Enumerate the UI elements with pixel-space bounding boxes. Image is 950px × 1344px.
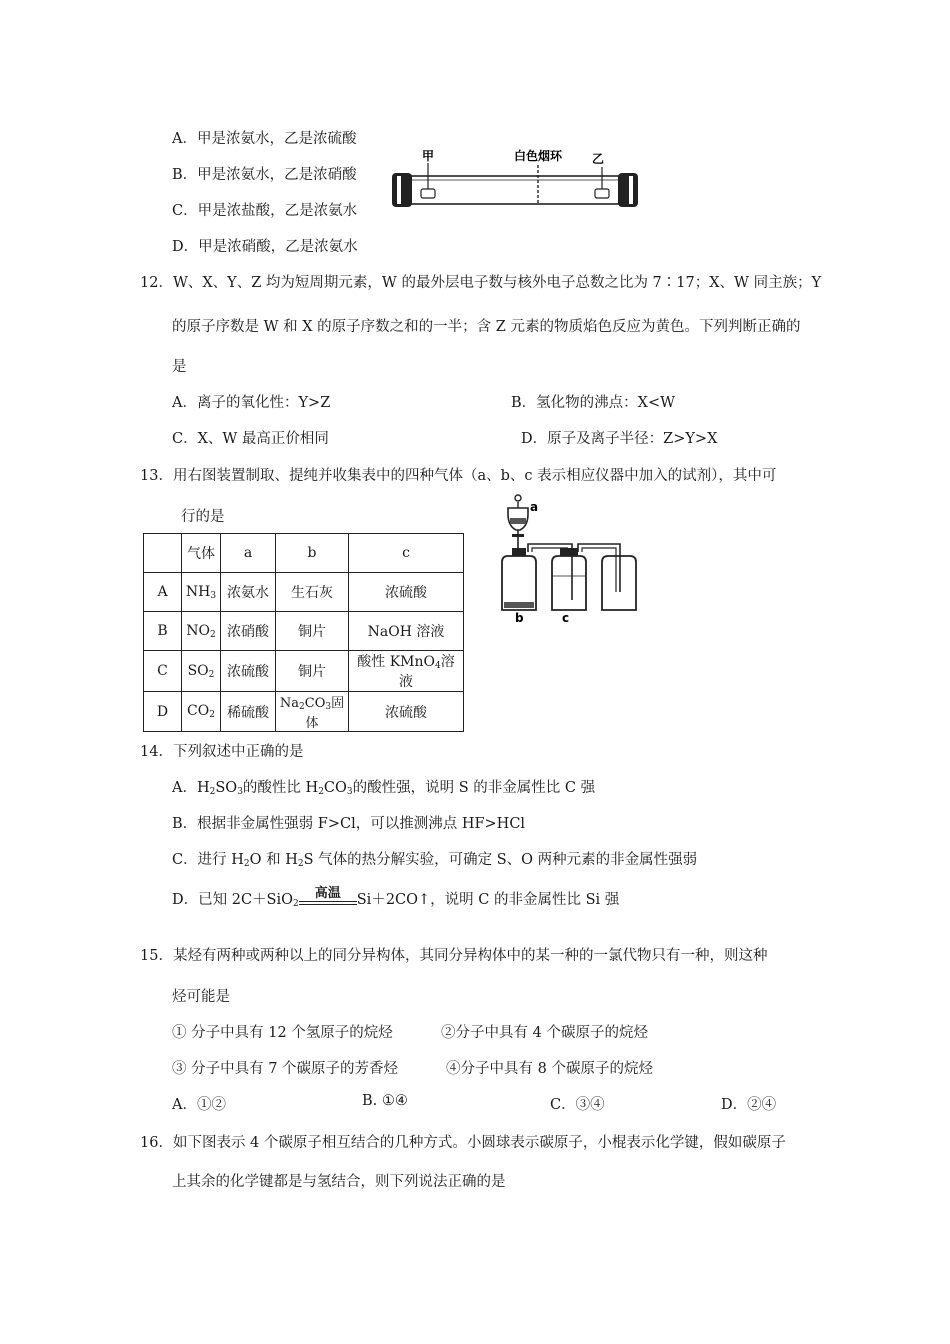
table-header-cell: a [221, 534, 276, 573]
q11-label-smoke-ring: 白色烟环 [514, 149, 563, 163]
table-cell: 生石灰 [276, 573, 349, 612]
table-cell: $SO_2$ [182, 651, 221, 692]
label-c: c [562, 611, 570, 622]
table-cell: $NO_2$ [182, 612, 221, 651]
q11-option-d: D．甲是浓硝酸，乙是浓氨水 [172, 239, 358, 255]
table-cell: 铜片 [276, 651, 349, 692]
table-cell: B [144, 612, 182, 651]
table-header-cell: 气体 [182, 534, 221, 573]
table-cell: $NH_3$ [182, 573, 221, 612]
q15-item-1: ① 分子中具有 12 个氢原子的烷烃 [172, 1025, 393, 1041]
q12-option-b: B．氢化物的沸点：X<W [511, 395, 676, 411]
label-a: a [530, 500, 539, 514]
q12-option-d: D．原子及离子半径：Z>Y>X [521, 431, 718, 447]
q12-option-a: A．离子的氧化性：Y>Z [172, 395, 331, 411]
q15-stem-line-2: 烃可能是 [172, 989, 230, 1005]
q13-stem-line-1: 13．用右图装置制取、提纯并收集表中的四种气体（a、b、c 表示相应仪器中加入的试剂），其中可 [140, 468, 777, 484]
q15-item-4: ④分子中具有 8 个碳原子的烷烃 [446, 1061, 653, 1077]
q11-option-c: C．甲是浓盐酸，乙是浓氨水 [172, 203, 358, 219]
collection-bottle-icon [602, 556, 636, 610]
table-header-cell [144, 534, 182, 573]
cotton-wad-left-icon [421, 189, 435, 198]
table-row [144, 651, 464, 692]
table-cell: 浓硫酸 [349, 573, 464, 612]
table-row [144, 573, 464, 612]
bottle-b-icon [502, 556, 536, 610]
q14-option-a: A．$H_2SO_3$的酸性比 $H_2CO_3$的酸性强，说明 S 的非金属性比 C 强 [172, 780, 596, 797]
q15-option-b: B. ①④ [362, 1093, 408, 1109]
q11-glass-tube-figure [390, 145, 642, 215]
q14-stem: 14．下列叙述中正确的是 [140, 744, 304, 760]
table-cell: A [144, 573, 182, 612]
q16-stem-line-2: 上其余的化学键都是与氢结合，则下列说法正确的是 [172, 1174, 506, 1190]
q15-item-3: ③ 分子中具有 7 个碳原子的芳香烃 [172, 1061, 399, 1077]
table-header-cell: c [349, 534, 464, 573]
bottle-c-icon [552, 556, 586, 610]
q14-option-d: D．已知 2C＋SiO$_2$ 高温 Si＋2CO↑，说明 C 的非金属性比 Si 强 [172, 886, 620, 909]
q11-option-a: A．甲是浓氨水，乙是浓硫酸 [172, 131, 357, 147]
table-header-row [144, 534, 464, 573]
q14-option-c: C．进行 $H_2O$ 和 $H_2S$ 气体的热分解实验，可确定 S、O 两种元素的非金属性强弱 [172, 852, 698, 869]
q11-option-b: B．甲是浓氨水，乙是浓硝酸 [172, 167, 357, 183]
q13-gas-table [143, 533, 464, 732]
q15-stem-line-1: 15．某烃有两种或两种以上的同分异构体，其同分异构体中的某一种的一氯代物只有一种，则这种 [140, 948, 768, 964]
q14-option-b: B．根据非金属性强弱 F>Cl，可以推测沸点 HF>HCl [172, 816, 526, 832]
label-b: b [515, 611, 524, 622]
table-cell: 酸性 KMnO$_4$溶液 [349, 651, 464, 692]
left-stopper-icon [392, 173, 412, 207]
right-stopper-icon [618, 173, 638, 207]
table-header-cell: b [276, 534, 349, 573]
table-cell: 浓硝酸 [221, 612, 276, 651]
q16-stem-line-1: 16．如下图表示 4 个碳原子相互结合的几种方式。小圆球表示碳原子，小棍表示化学键，假如碳原子 [140, 1135, 786, 1151]
q12-stem-line-2: 的原子序数是 W 和 X 的原子序数之和的一半；含 Z 元素的物质焰色反应为黄色。下列判断正确的 [172, 319, 801, 335]
q15-option-d: D．②④ [721, 1097, 777, 1113]
q11-label-jia: 甲 [422, 149, 435, 163]
cotton-wad-right-icon [595, 189, 609, 198]
table-cell: 浓硫酸 [349, 692, 464, 732]
table-cell: 浓硫酸 [221, 651, 276, 692]
table-cell: $CO_2$ [182, 692, 221, 732]
table-cell: D [144, 692, 182, 732]
q15-option-c: C．③④ [550, 1097, 605, 1113]
q12-stem-line-3: 是 [172, 359, 187, 375]
table-cell: 铜片 [276, 612, 349, 651]
table-cell: NaOH 溶液 [349, 612, 464, 651]
table-cell: 浓氨水 [221, 573, 276, 612]
q12-option-c: C．X、W 最高正价相同 [172, 431, 329, 447]
q13-stem-line-2: 行的是 [181, 509, 225, 525]
q11-label-yi: 乙 [592, 152, 605, 166]
q12-stem-line-1: 12．W、X、Y、Z 均为短周期元素，W 的最外层电子数与核外电子总数之比为 7∶17；X、W 同主族；Y [140, 275, 822, 291]
reaction-condition-arrow: 高温 [299, 892, 357, 908]
table-row [144, 612, 464, 651]
q15-option-a: A．①② [172, 1097, 226, 1113]
table-cell: 稀硫酸 [221, 692, 276, 732]
table-cell: C [144, 651, 182, 692]
q15-item-2: ②分子中具有 4 个碳原子的烷烃 [441, 1025, 648, 1041]
table-cell: $Na_2CO_3$固体 [276, 692, 349, 732]
q13-apparatus-figure [490, 492, 640, 622]
table-row [144, 692, 464, 732]
